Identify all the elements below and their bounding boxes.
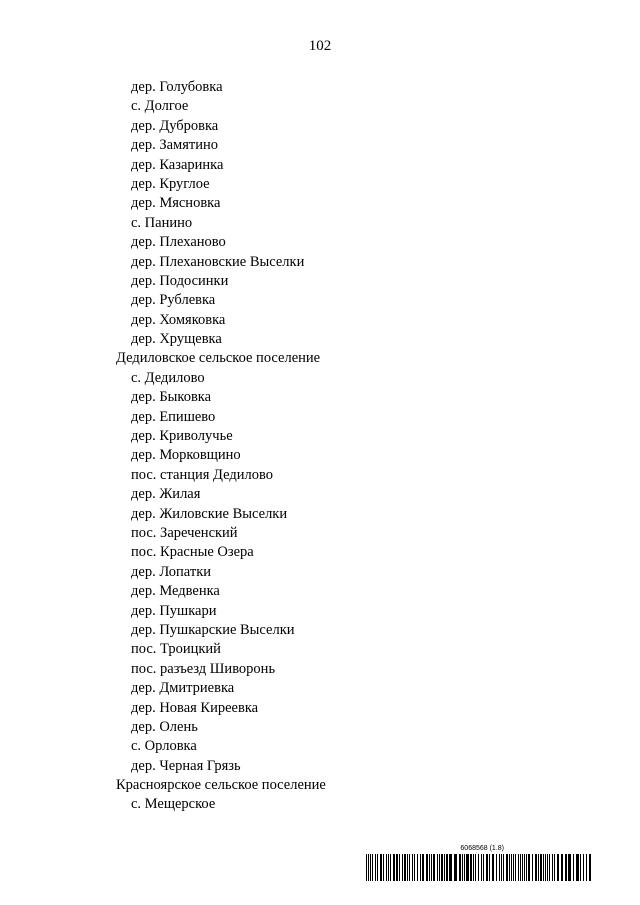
locality-item: пос. станция Дедилово [131, 466, 273, 483]
barcode-bar [466, 854, 469, 881]
barcode-bar [486, 854, 488, 881]
barcode-bar [518, 854, 519, 881]
locality-item: дер. Рублевка [131, 292, 216, 309]
barcode-bar [380, 854, 382, 881]
locality-item: с. Долгое [131, 98, 189, 115]
barcode-bar [470, 854, 472, 881]
barcode-bar [366, 854, 367, 881]
barcode-bar [499, 854, 500, 881]
barcode-bar [422, 854, 424, 881]
settlement-heading: Красноярское сельское поселение [116, 777, 326, 794]
locality-item: с. Дедилово [131, 369, 205, 386]
barcode-bar [368, 854, 369, 881]
locality-item: дер. Хрущевка [131, 331, 222, 348]
locality-item: с. Орловка [131, 738, 197, 755]
barcode-bar [446, 854, 448, 881]
locality-item: с. Мещерское [131, 796, 216, 813]
locality-item: дер. Пушкарские Выселки [131, 621, 295, 638]
locality-item: дер. Медвенка [131, 583, 220, 600]
barcode-bar [386, 854, 387, 881]
locality-item: дер. Плеханово [131, 234, 226, 251]
barcode-bar [412, 854, 413, 881]
barcode-bar [554, 854, 555, 881]
barcode-bar [543, 854, 544, 881]
locality-item: дер. Дубровка [131, 117, 219, 134]
page-number: 102 [308, 38, 332, 54]
barcode-bar [549, 854, 550, 881]
barcode-bar [511, 854, 512, 881]
locality-item: дер. Жиловские Выселки [131, 505, 288, 522]
locality-item: дер. Дмитриевка [131, 680, 235, 697]
barcode-bar [431, 854, 432, 881]
locality-item: дер. Замятино [131, 137, 218, 154]
barcode-bar [506, 854, 508, 881]
locality-item: дер. Казаринка [131, 156, 224, 173]
locality-item: дер. Криволучье [131, 428, 233, 445]
barcode-bar [538, 854, 539, 881]
barcode-bar [414, 854, 415, 881]
locality-item: пос. Троицкий [131, 641, 221, 658]
locality-item: дер. Жилая [131, 486, 201, 503]
barcode-bar [439, 854, 440, 881]
barcode-bar [441, 854, 443, 881]
barcode-bar [437, 854, 438, 881]
locality-item: пос. Красные Озера [131, 544, 254, 561]
locality-list [0, 78, 326, 815]
locality-item: дер. Черная Грязь [131, 757, 241, 774]
barcode-bar [459, 854, 461, 881]
barcode-bar [475, 854, 476, 881]
settlement-heading: Дедиловское сельское поселение [116, 350, 321, 367]
barcode-bar [561, 854, 563, 881]
barcode-bar [402, 854, 403, 881]
locality-item: дер. Олень [131, 718, 198, 735]
barcode-bar [573, 854, 574, 881]
barcode-bar [580, 854, 581, 881]
barcode-bar [552, 854, 553, 881]
barcode-bar [540, 854, 542, 881]
locality-item: дер. Быковка [131, 389, 212, 406]
barcode-bar [513, 854, 514, 881]
barcode-bar [454, 854, 457, 881]
barcode-bar [393, 854, 395, 881]
barcode-bar [492, 854, 494, 881]
barcode-bar [535, 854, 537, 881]
locality-item: дер. Епишево [131, 408, 216, 425]
barcode-bar [526, 854, 527, 881]
barcode-bar [462, 854, 463, 881]
barcode-bar [390, 854, 391, 881]
barcode-bar [568, 854, 571, 881]
barcode-bar [375, 854, 376, 881]
locality-item: дер. Хомяковка [131, 311, 226, 328]
barcode-bar [565, 854, 567, 881]
barcode-bar [520, 854, 521, 881]
barcode-bar [377, 854, 378, 881]
barcode-bar [372, 854, 373, 881]
locality-item: дер. Голубовка [131, 79, 223, 95]
barcode-bar [396, 854, 398, 881]
barcode-bar [407, 854, 408, 881]
barcode-bar [483, 854, 484, 881]
barcode-bar [383, 854, 384, 881]
barcode-bar [586, 854, 587, 881]
barcode-bar [404, 854, 406, 881]
barcode-bar [464, 854, 465, 881]
locality-item: с. Панино [131, 214, 193, 231]
locality-item: дер. Круглое [131, 175, 210, 192]
barcode-bar [522, 854, 523, 881]
barcode-bar [478, 854, 479, 881]
barcode-bar [509, 854, 510, 881]
barcode-bar [583, 854, 584, 881]
barcode-bar [399, 854, 400, 881]
locality-item: пос. Зареченский [131, 524, 238, 541]
barcode-bar [489, 854, 490, 881]
barcode-block [366, 845, 592, 881]
barcode-bar [557, 854, 559, 881]
barcode-caption: 6068568 (1.8) [460, 845, 504, 852]
barcode-bar [420, 854, 421, 881]
barcode-bar [370, 854, 371, 881]
barcode-bar [524, 854, 525, 881]
barcode-bar [449, 854, 452, 881]
locality-item: пос. разъезд Шиворонь [131, 660, 276, 677]
barcode-bar [545, 854, 546, 881]
barcode-bar [503, 854, 504, 881]
barcode-image [366, 854, 592, 881]
locality-item: дер. Пушкари [131, 602, 217, 619]
barcode-bar [547, 854, 548, 881]
locality-item: дер. Плехановские Выселки [131, 253, 305, 270]
barcode-bar [481, 854, 482, 881]
locality-item: дер. Лопатки [131, 563, 211, 580]
barcode-bar [589, 854, 591, 881]
barcode-bar [417, 854, 418, 881]
locality-item: дер. Мясновка [131, 195, 221, 212]
barcode-bar [496, 854, 497, 881]
barcode-bar [473, 854, 474, 881]
barcode-bar [433, 854, 435, 881]
locality-item: дер. Морковщино [131, 447, 241, 464]
barcode-bar [409, 854, 410, 881]
locality-item: дер. Подосинки [131, 272, 229, 289]
barcode-bar [444, 854, 445, 881]
barcode-bar [501, 854, 502, 881]
locality-item: дер. Новая Киреевка [131, 699, 259, 716]
barcode-bar [388, 854, 389, 881]
barcode-bar [515, 854, 516, 881]
barcode-bar [576, 854, 579, 881]
barcode-bar [528, 854, 530, 881]
barcode-bar [532, 854, 533, 881]
barcode-bar [426, 854, 428, 881]
barcode-bar [429, 854, 430, 881]
